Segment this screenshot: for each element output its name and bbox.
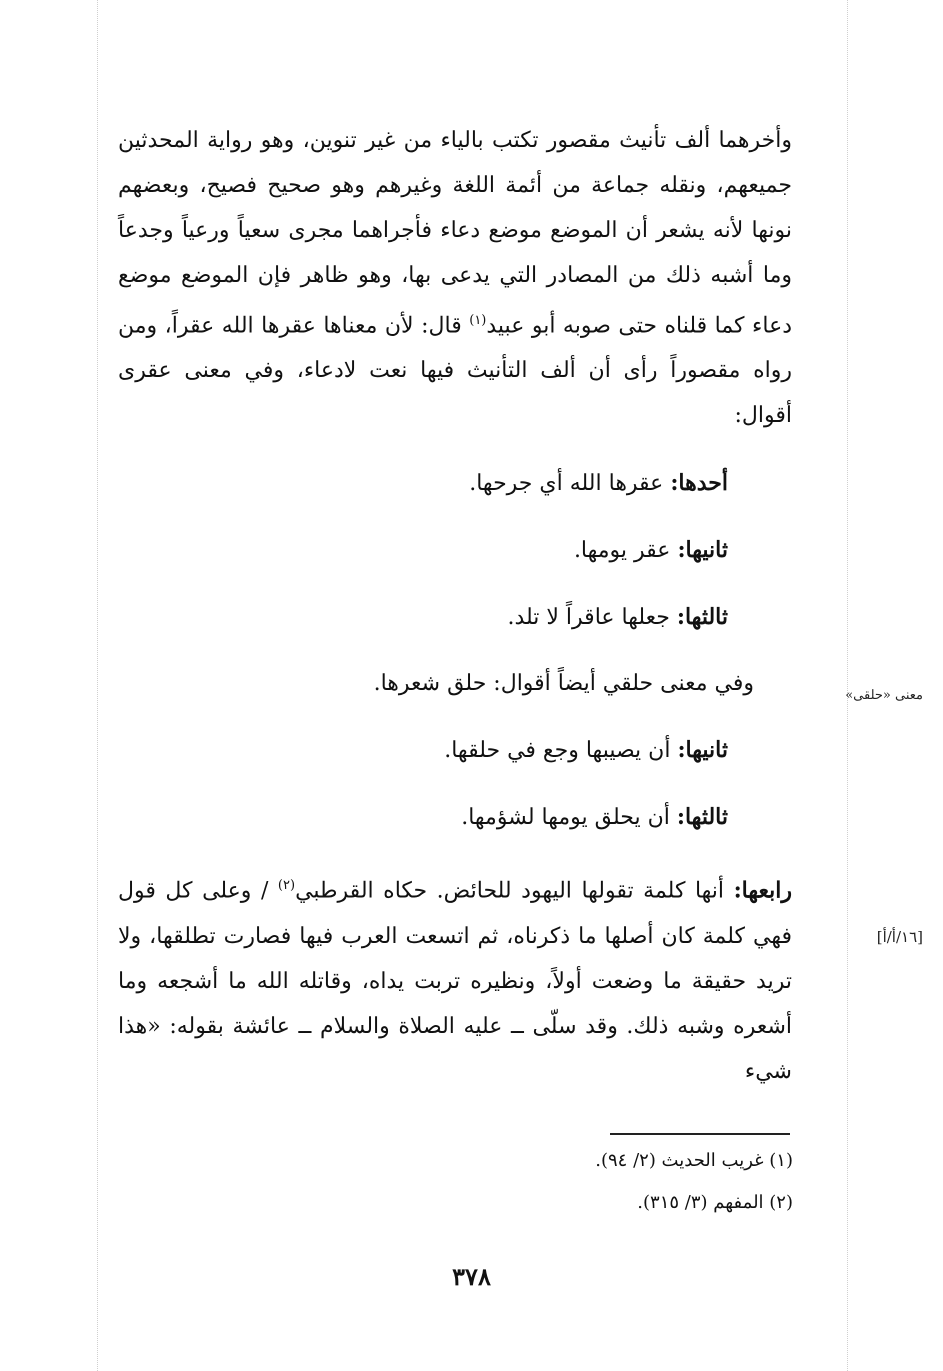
- paragraph-1-end: قال: لأن معناها عقرها الله عقراً، ومن رواه مقصوراً رأى أن ألف التأنيث فيها نعت لادعاء، وفي معنى عقرى أقوال:: [118, 313, 792, 429]
- aqra-item-2: [118, 517, 792, 584]
- halqa-intro: [118, 651, 792, 717]
- paragraph-2-text-a: أنها كلمة تقولها اليهود للحائض. حكاه القرطبي: [295, 878, 734, 904]
- margin-guide-left: [97, 0, 98, 1371]
- item-label: أحدها:: [670, 470, 728, 497]
- item-label: ثانيها:: [677, 737, 728, 764]
- item-text: عقر يومها.: [573, 538, 678, 564]
- aqra-item-1: [118, 450, 792, 517]
- item-text: أن يصيبها وجع في حلقها.: [444, 738, 678, 764]
- aqra-item-3: [118, 584, 792, 651]
- main-text: [118, 118, 792, 1094]
- item-label: ثالثها:: [676, 604, 728, 631]
- paragraph-1-text: وأخرهما ألف تأنيث مقصور تكتب بالياء من غير تنوين، وهو رواية المحدثين جميعهم، ونقله جماعة من أئمة اللغة وغيرهم وهو صحيح فصيح، وبعضهم نونها لأنه يشعر أن الموضع موضع دعاء فأجراهما مجرى سعياً ورعياً وجدعاً وما أشبه ذلك من المصادر التي يدعى بها، وهو ظاهر فإن الموضع موضع دعاء كما قلناه حتى صوبه أبو عبيد: [118, 128, 793, 339]
- paragraph-1: [118, 118, 792, 438]
- footnote-2: (٢) المفهم (٣/ ٣١٥).: [637, 1192, 793, 1213]
- paragraph-2-label: رابعها:: [733, 877, 792, 904]
- item-text: أن يحلق يومها لشؤمها.: [461, 805, 677, 831]
- item-label: ثالثها:: [676, 804, 728, 831]
- halqa-item-2: [118, 717, 792, 784]
- margin-note-folio: [١٦/أ/أ]: [876, 928, 923, 946]
- footnote-ref-2: (٢): [277, 878, 296, 894]
- paragraph-2-text-b: / وعلى كل قول فهي كلمة كان أصلها ما ذكرناه، ثم اتسعت العرب فيها فصارت تطلقها، ولا تريد حقيقة ما وضعت أولاً، ونظيره تربت يداه، وقاتله الله ما أشجعه وما أشعره وشبه ذلك. وقد سلّى ــ عليه الصلاة والسلام ــ عائشة بقوله: «هذا شيء: [118, 878, 792, 1084]
- halqa-intro-text: وفي معنى حلقي أيضاً أقوال: حلق شعرها.: [373, 671, 754, 697]
- margin-note-halqa: معنى «حلقى»: [845, 688, 923, 703]
- halqa-item-3: [118, 784, 792, 851]
- item-text: عقرها الله أي جرحها.: [469, 471, 671, 497]
- footnote-1: (١) غريب الحديث (٢/ ٩٤).: [595, 1150, 793, 1171]
- footnote-ref-1: (١): [469, 313, 487, 328]
- item-text: جعلها عاقراً لا تلد.: [507, 605, 677, 631]
- item-label: ثانيها:: [677, 537, 728, 564]
- margin-guide-right: [847, 0, 848, 1371]
- paragraph-2: [118, 863, 792, 1093]
- page-number: ٣٧٨: [452, 1262, 491, 1291]
- footnote-separator: [610, 1133, 790, 1135]
